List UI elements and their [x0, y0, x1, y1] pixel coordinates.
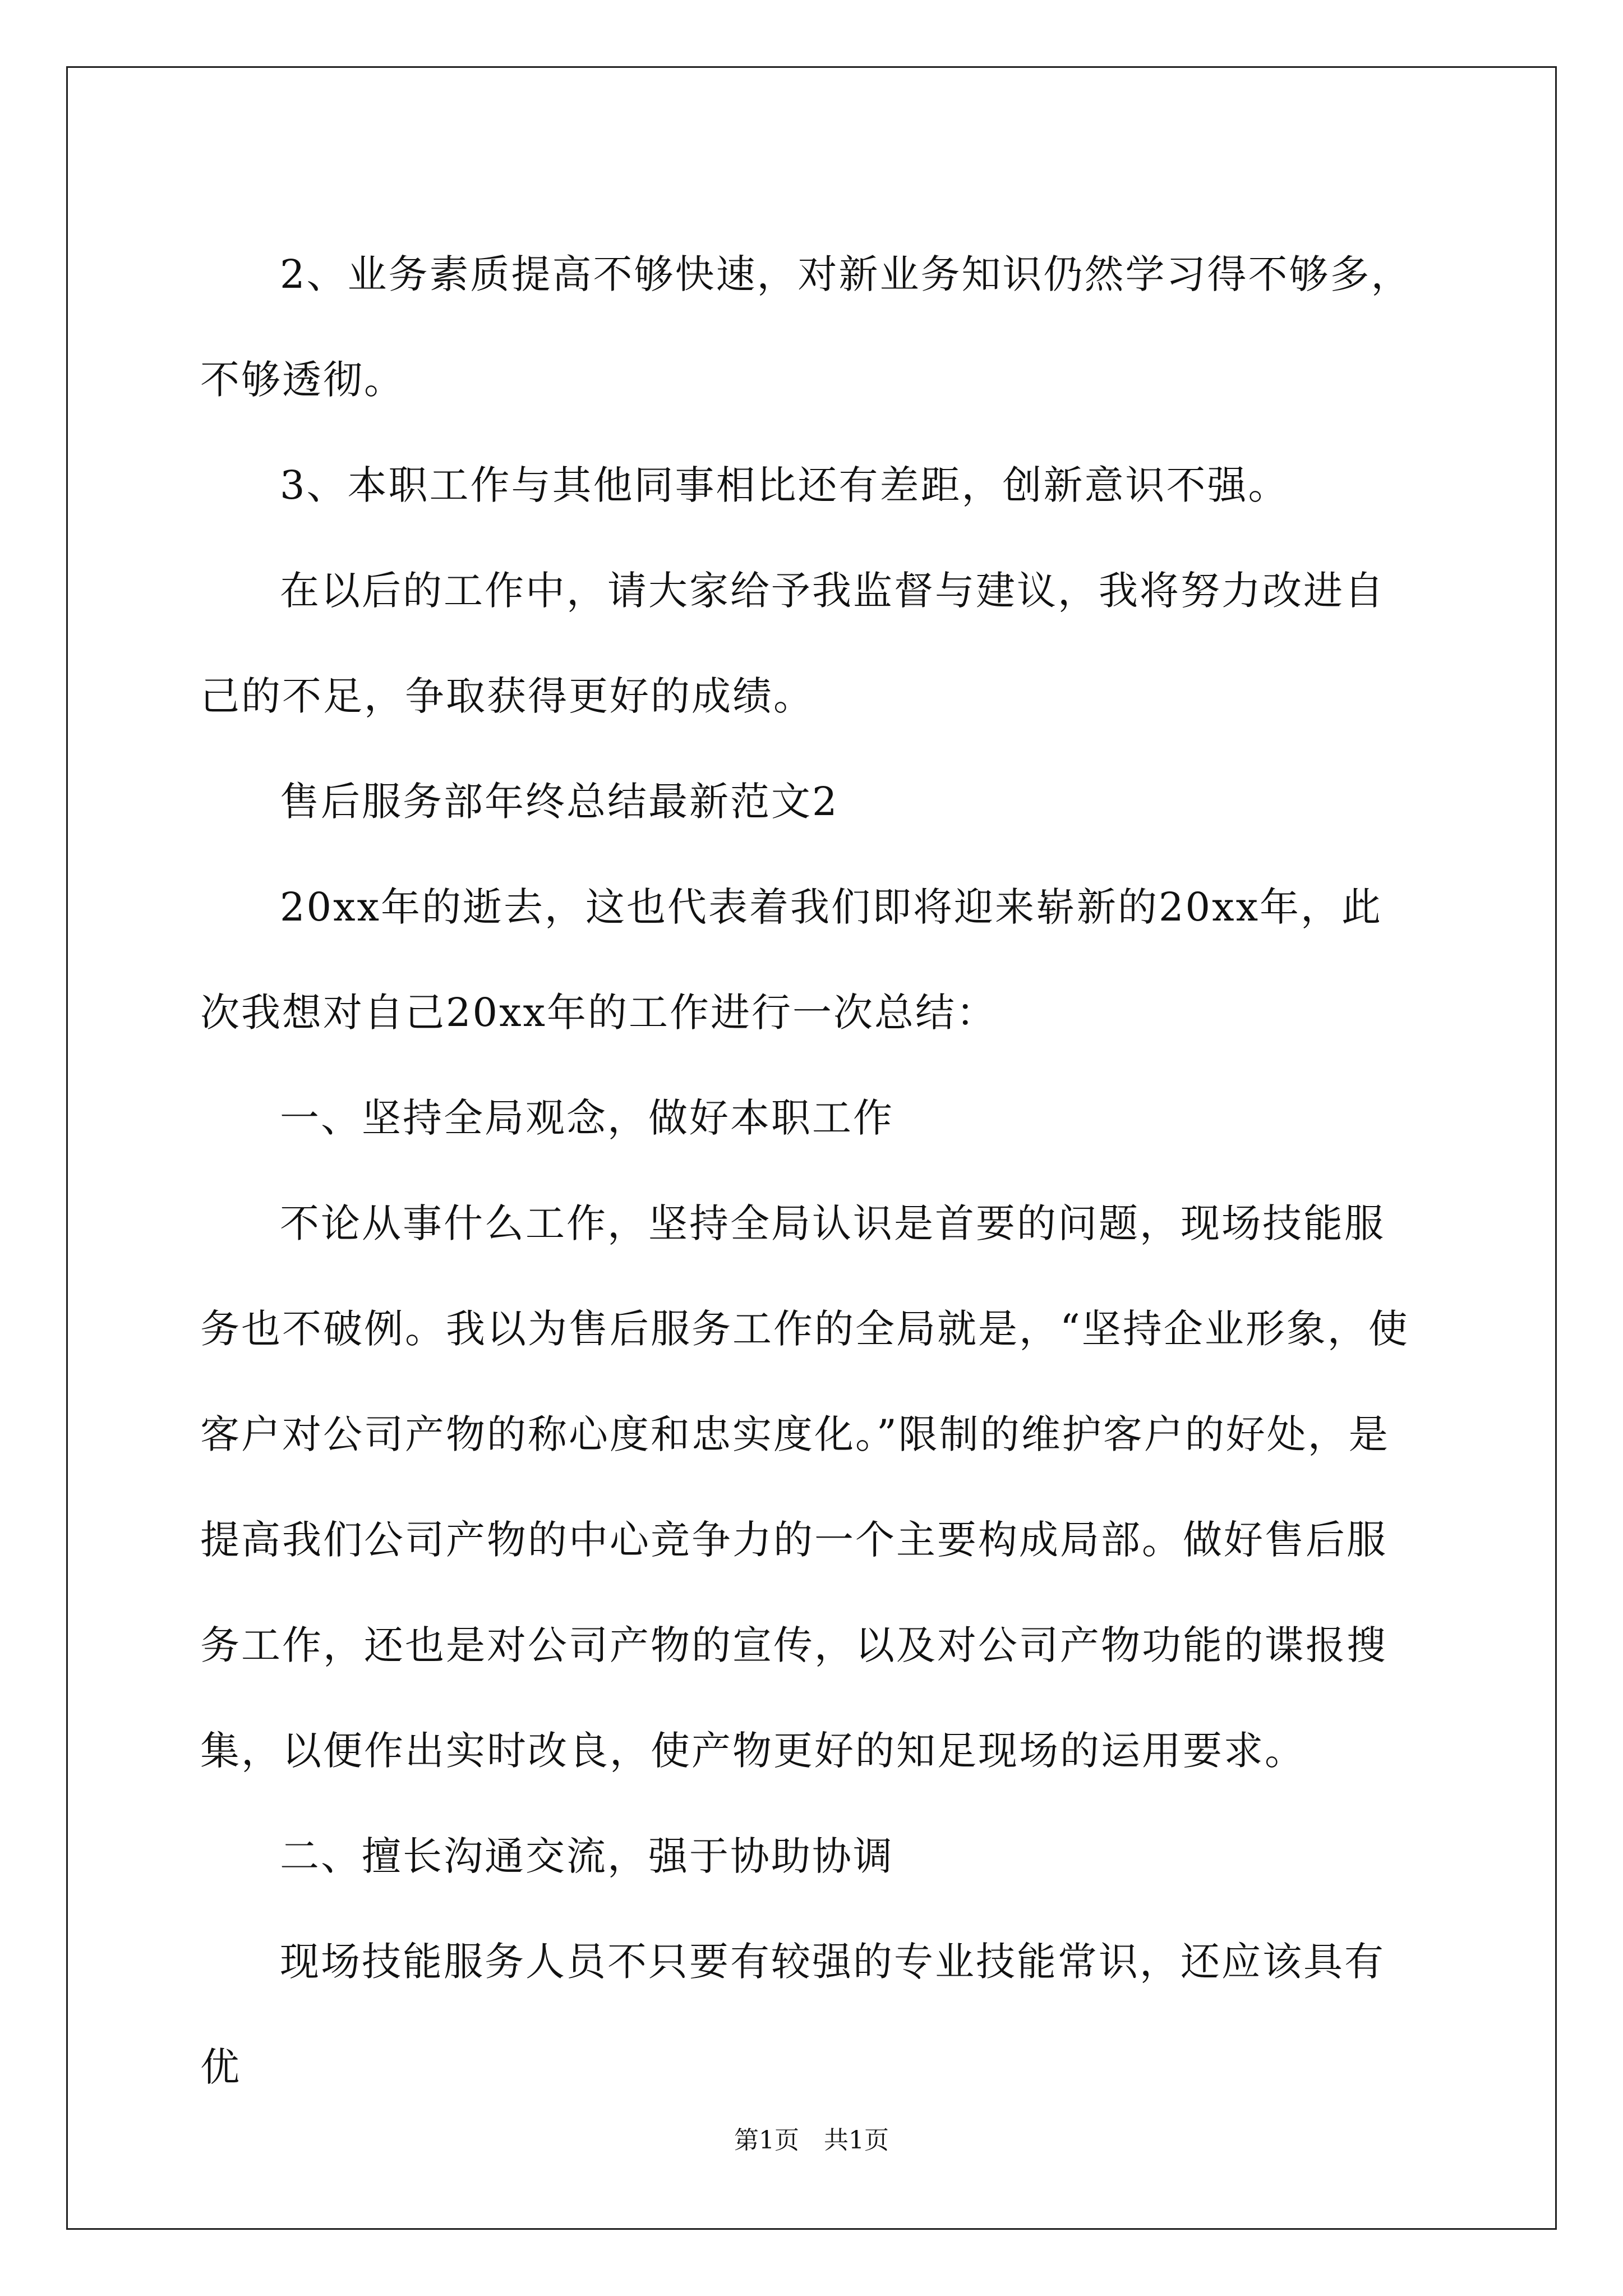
- paragraph-2: 3、本职工作与其他同事相比还有差距，创新意识不强。: [280, 462, 1289, 508]
- paragraph-intro: 20xx年的逝去，这也代表着我们即将迎来崭新的20xx年，此次我想对自己20xx年的工作进行一次总结：: [200, 884, 1383, 1036]
- heading-1: 一、坚持全局观念，做好本职工作: [280, 1095, 894, 1141]
- section-title: 售后服务部年终总结最新范文2: [280, 779, 839, 825]
- paragraph-body-2: 现场技能服务人员不只要有较强的专业技能常识，还应该具有优: [200, 1939, 1385, 2090]
- paragraph-body-1: 不论从事什么工作，坚持全局认识是首要的问题，现场技能服务也不破例。我以为售后服务工作的全局就是，“坚持企业形象，使客户对公司产物的称心度和忠实度化。”限制的维护客户的好处，是提高我们公司产物的中心竞争力的一个主要构成局部。做好售后服务工作，还也是对公司产物的宣传，以及对公司产物功能的谍报搜集，以便作出实时改良，使产物更好的知足现场的运用要求。: [200, 1200, 1409, 1774]
- heading-2: 二、擅长沟通交流，强于协助协调: [280, 1833, 894, 1879]
- paragraph-3: 在以后的工作中，请大家给予我监督与建议，我将努力改进自己的不足，争取获得更好的成绩。: [200, 568, 1385, 719]
- paragraph-1: 2、业务素质提高不够快速，对新业务知识仍然学习得不够多，不够透彻。: [200, 251, 1412, 403]
- document-body: [200, 222, 1423, 2120]
- page-footer: 第1页 共1页: [734, 2126, 889, 2155]
